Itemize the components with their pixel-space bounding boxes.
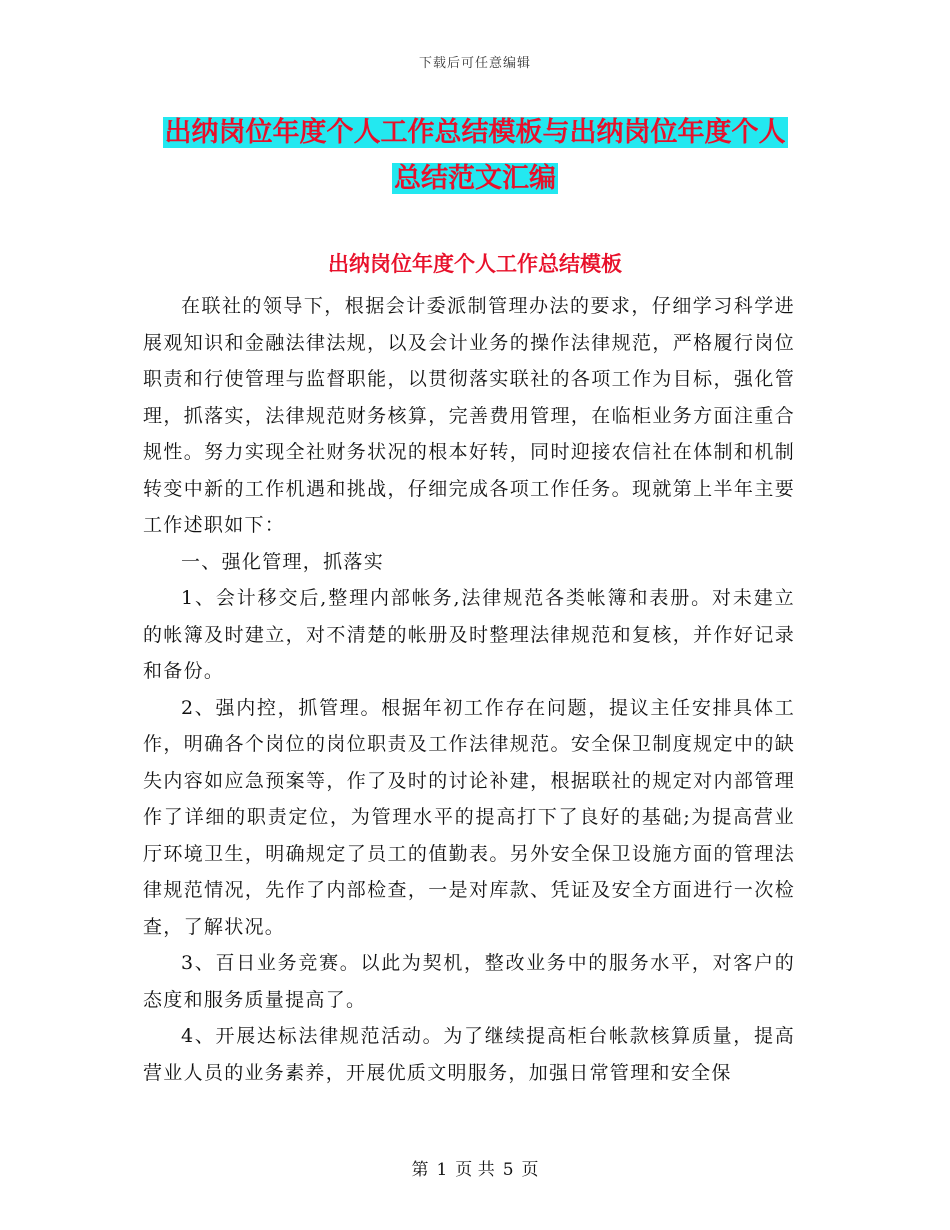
body-text (143, 288, 795, 1091)
paragraph: 在联社的领导下，根据会计委派制管理办法的要求，仔细学习科学进展观知识和金融法律法规，以及会计业务的操作法律规范，严格履行岗位职责和行使管理与监督职能，以贯彻落实联社的各项工作为目标，强化管理，抓落实，法律规范财务核算，完善费用管理，在临柜业务方面注重合规性。努力实现全社财务状况的根本好转，同时迎接农信社在体制和机制转变中新的工作机遇和挑战，仔细完成各项工作任务。现就第上半年主要工作述职如下： (143, 295, 795, 536)
paragraph: 一、强化管理，抓落实 (181, 550, 385, 573)
paragraph: 1、会计移交后,整理内部帐务,法律规范各类帐簿和表册。对未建立的帐簿及时建立，对不清楚的帐册及时整理法律规范和复核，并作好记录和备份。 (143, 587, 795, 682)
page-total: 5 (502, 1160, 514, 1180)
page-footer (0, 1155, 950, 1180)
page-current: 1 (436, 1160, 448, 1180)
paragraph: 2、强内控，抓管理。根据年初工作存在问题，提议主任安排具体工作，明确各个岗位的岗位职责及工作法律规范。安全保卫制度规定中的缺失内容如应急预案等，作了及时的讨论补建，根据联社的规定对内部管理作了详细的职责定位，为管理水平的提高打下了良好的基础;为提高营业厅环境卫生，明确规定了员工的值勤表。另外安全保卫设施方面的管理法律规范情况，先作了内部检查，一是对库款、凭证及安全方面进行一次检查，了解状况。 (143, 696, 795, 938)
page-prefix: 第 (411, 1160, 429, 1180)
document-title (140, 110, 810, 202)
section-title: 出纳岗位年度个人工作总结模板 (328, 252, 622, 276)
document-title-line-2: 总结范文汇编 (394, 163, 556, 194)
document-title-line-1: 出纳岗位年度个人工作总结模板与出纳岗位年度个人 (164, 117, 786, 148)
paragraph: 4、开展达标法律规范活动。为了继续提高柜台帐款核算质量，提高营业人员的业务素养，开展优质文明服务，加强日常管理和安全保 (143, 1025, 795, 1084)
page-mid: 页 共 (455, 1160, 495, 1180)
paragraph: 3、百日业务竞赛。以此为契机，整改业务中的服务水平，对客户的态度和服务质量提高了。 (143, 952, 795, 1011)
header-note: 下载后可任意编辑 (418, 56, 531, 71)
page-suffix: 页 (521, 1160, 539, 1180)
